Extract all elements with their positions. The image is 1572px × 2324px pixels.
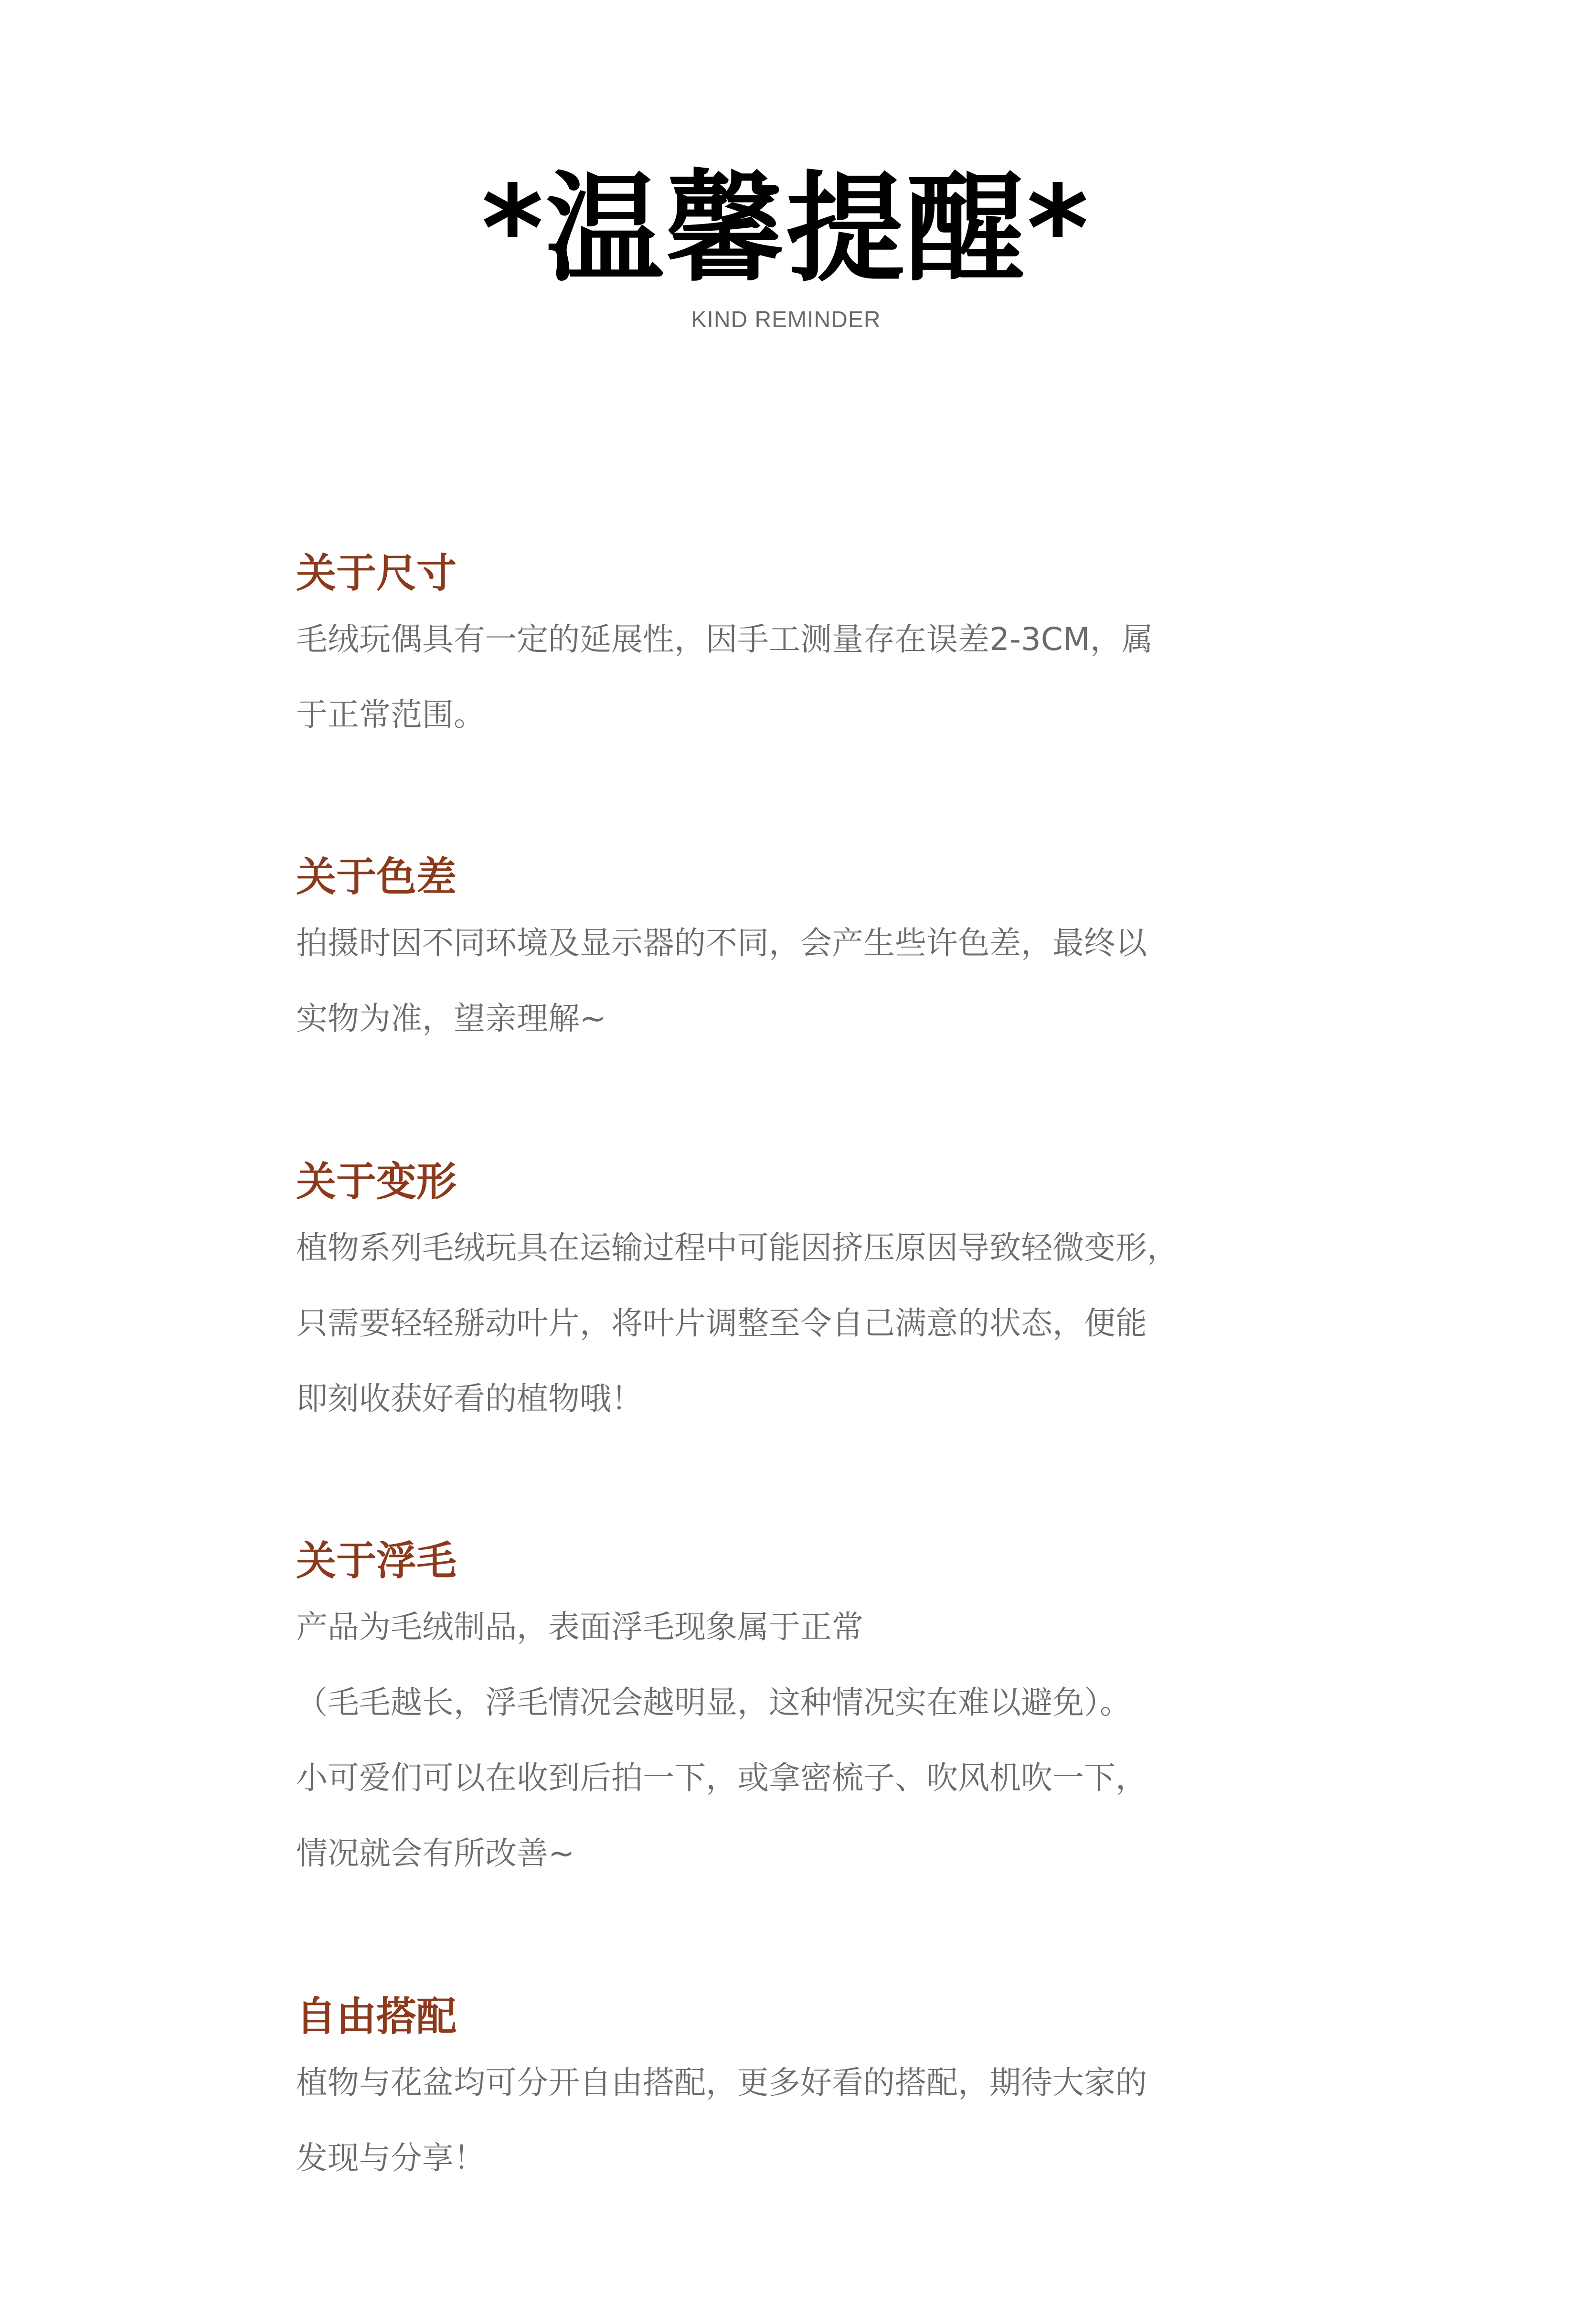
section-loose-fur <box>296 1537 1308 1891</box>
section-text-line: 拍摄时因不同环境及显示器的不同，会产生些许色差，最终以 <box>296 925 1147 961</box>
section-heading: 关于浮毛 <box>296 1537 457 1584</box>
section-text-line: 产品为毛绒制品，表面浮毛现象属于正常 <box>296 1609 863 1645</box>
section-heading: 关于变形 <box>296 1158 457 1205</box>
section-body <box>296 2045 1308 2196</box>
section-text-line: 发现与分享！ <box>296 2140 485 2176</box>
section-text-line: 小可爱们可以在收到后拍一下，或拿密梳子、吹风机吹一下， <box>296 1759 1147 1796</box>
section-text-line: 植物系列毛绒玩具在运输过程中可能因挤压原因导致轻微变形， <box>296 1229 1179 1266</box>
section-size <box>296 549 1308 753</box>
section-text-line: 即刻收获好看的植物哦！ <box>296 1380 643 1417</box>
section-text-line: 实物为准，望亲理解~ <box>296 1000 606 1037</box>
section-body <box>296 906 1308 1056</box>
page-title: *温馨提醒* <box>481 160 1091 298</box>
section-text-line: 只需要轻轻掰动叶片，将叶片调整至令自己满意的状态，便能 <box>296 1305 1147 1342</box>
section-text-line: 毛绒玩偶具有一定的延展性，因手工测量存在误差2-3CM，属 <box>296 621 1153 658</box>
section-body <box>296 1589 1308 1891</box>
section-free-matching <box>296 1993 1308 2196</box>
section-heading: 关于尺寸 <box>296 550 457 597</box>
section-body <box>296 602 1308 753</box>
page-subtitle: KIND REMINDER <box>691 307 881 332</box>
section-heading: 关于色差 <box>296 853 457 900</box>
section-text-line: 于正常范围。 <box>296 696 485 733</box>
section-heading: 自由搭配 <box>296 1993 457 2040</box>
section-body <box>296 1210 1308 1437</box>
section-deformation <box>296 1158 1308 1437</box>
section-text-line: 植物与花盆均可分开自由搭配，更多好看的搭配，期待大家的 <box>296 2064 1147 2101</box>
section-color-difference <box>296 853 1308 1056</box>
section-text-line: （毛毛越长，浮毛情况会越明显，这种情况实在难以避免）。 <box>296 1684 1131 1721</box>
section-text-line: 情况就会有所改善~ <box>296 1835 575 1872</box>
